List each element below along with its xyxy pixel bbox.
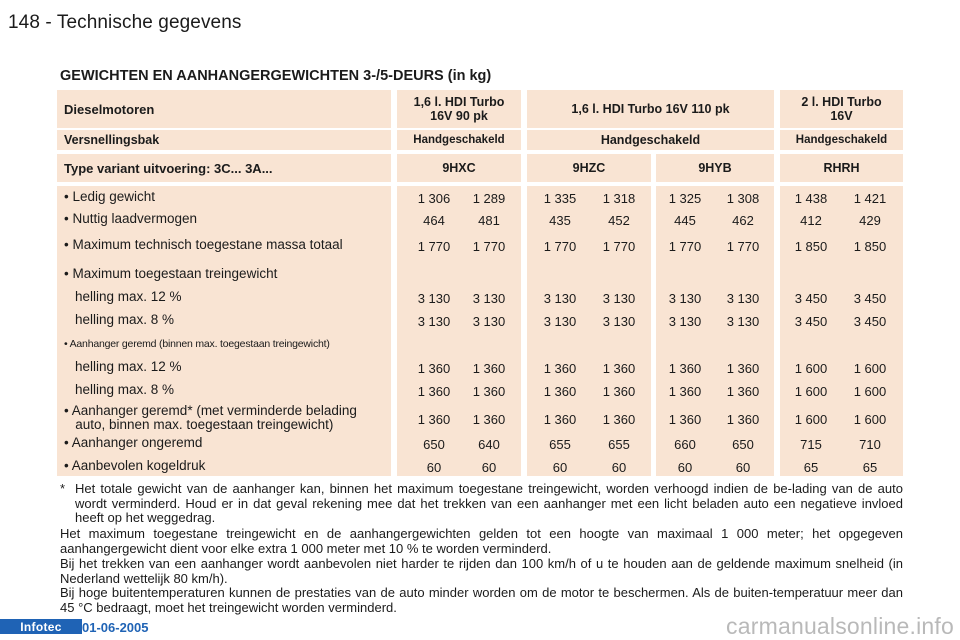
table-cell: 1 600 bbox=[853, 412, 887, 427]
variant-4: RHRH bbox=[823, 161, 860, 175]
table-cell: 1 360 bbox=[726, 361, 760, 376]
table-cell: 1 335 bbox=[543, 191, 577, 206]
table-cell: 60 bbox=[677, 460, 693, 475]
table-cell: 650 bbox=[732, 437, 754, 452]
page-header: 148 - Technische gegevens bbox=[8, 12, 242, 33]
table-cell: 1 289 bbox=[472, 191, 506, 206]
table-cell: 452 bbox=[608, 213, 630, 228]
row-label: • Maximum technisch toegestane massa totaal bbox=[64, 237, 343, 252]
table-cell: 1 770 bbox=[602, 239, 636, 254]
table-cell: 715 bbox=[800, 437, 822, 452]
table-cell: 3 130 bbox=[668, 291, 702, 306]
table-cell: 1 360 bbox=[726, 384, 760, 399]
gearbox-1: Handgeschakeld bbox=[413, 134, 505, 146]
table-cell: 60 bbox=[426, 460, 442, 475]
table-cell: 65 bbox=[862, 460, 878, 475]
row-label: • Aanbevolen kogeldruk bbox=[64, 458, 206, 473]
table-cell: 3 130 bbox=[668, 314, 702, 329]
table-cell: 481 bbox=[478, 213, 500, 228]
table-cell: 429 bbox=[859, 213, 881, 228]
table-cell: 3 130 bbox=[472, 291, 506, 306]
footnote-text: Het totale gewicht van de aanhanger kan, binnen het maximum toegestane treingewicht, worden verhoogd indien de be-lading van de auto wordt verminderd. Houd er in dat geval rekening mee dat het trekken van een aanhanger met een licht beladen auto een negatieve invloed heeft op het weggedrag. bbox=[75, 481, 903, 525]
table-cell: 1 600 bbox=[794, 412, 828, 427]
variant-1: 9HXC bbox=[442, 161, 476, 175]
table-cell: 1 360 bbox=[668, 384, 702, 399]
table-cell: 3 130 bbox=[543, 314, 577, 329]
table-cell: 65 bbox=[803, 460, 819, 475]
table-cell: 3 130 bbox=[543, 291, 577, 306]
table-cell: 435 bbox=[549, 213, 571, 228]
table-cell: 655 bbox=[608, 437, 630, 452]
table-cell: 710 bbox=[859, 437, 881, 452]
table-cell: 1 360 bbox=[602, 361, 636, 376]
table-cell: 1 360 bbox=[472, 384, 506, 399]
table-cell: 60 bbox=[552, 460, 568, 475]
watermark: carmanualsonline.info bbox=[726, 613, 954, 639]
table-cell: 1 360 bbox=[417, 384, 451, 399]
table-cell: 3 450 bbox=[794, 314, 828, 329]
row-label: • Ledig gewicht bbox=[64, 189, 156, 204]
table-cell: 660 bbox=[674, 437, 696, 452]
variant-header-label: Type variant uitvoering: 3C... 3A... bbox=[64, 160, 273, 176]
table-cell: 1 360 bbox=[472, 412, 506, 427]
row-label: • Aanhanger geremd (binnen max. toegestaan treingewicht) bbox=[64, 338, 330, 350]
footer-date: 01-06-2005 bbox=[82, 620, 149, 635]
gearbox-3: Handgeschakeld bbox=[795, 134, 888, 146]
table-cell: 1 770 bbox=[668, 239, 702, 254]
table-cell: 1 421 bbox=[853, 191, 887, 206]
table-cell: 60 bbox=[611, 460, 627, 475]
table-cell: 1 360 bbox=[472, 361, 506, 376]
table-cell: 1 770 bbox=[472, 239, 506, 254]
table-cell: 1 360 bbox=[543, 412, 577, 427]
table-cell: 650 bbox=[423, 437, 445, 452]
table-cell: 1 360 bbox=[602, 412, 636, 427]
table-cell: 60 bbox=[481, 460, 497, 475]
table-cell: 1 360 bbox=[602, 384, 636, 399]
table-cell: 1 770 bbox=[417, 239, 451, 254]
table-cell: 3 130 bbox=[417, 314, 451, 329]
section-title: GEWICHTEN EN AANHANGERGEWICHTEN 3-/5-DEURS (in kg) bbox=[60, 68, 492, 84]
footnote bbox=[60, 482, 903, 526]
gearbox-2: Handgeschakeld bbox=[600, 133, 701, 147]
engine-header-2: 1,6 l. HDI Turbo 16V 110 pk bbox=[571, 102, 730, 116]
table-cell: 1 438 bbox=[794, 191, 828, 206]
engine-header-3: 2 l. HDI Turbo 16V bbox=[801, 95, 882, 123]
table-cell: 3 130 bbox=[472, 314, 506, 329]
table-cell: 1 360 bbox=[543, 361, 577, 376]
table-cell: 1 770 bbox=[543, 239, 577, 254]
weights-table bbox=[57, 88, 903, 478]
table-cell: 3 130 bbox=[726, 291, 760, 306]
table-cell: 1 360 bbox=[417, 412, 451, 427]
table-cell: 1 306 bbox=[417, 191, 451, 206]
footnote-star: * bbox=[60, 481, 66, 496]
table-cell: 1 318 bbox=[602, 191, 636, 206]
paragraph-speed: Bij het trekken van een aanhanger wordt aanbevolen niet harder te rijden dan 100 km/h of u te houden aan de geldende maximum snelheid (in Nederland wettelijk 80 km/h). bbox=[60, 556, 903, 586]
table-cell: 462 bbox=[732, 213, 754, 228]
table-cell: 1 360 bbox=[668, 361, 702, 376]
table-cell: 412 bbox=[800, 213, 822, 228]
table-cell: 1 770 bbox=[726, 239, 760, 254]
table-cell: 3 450 bbox=[794, 291, 828, 306]
infotec-logo: Infotec bbox=[0, 619, 82, 634]
table-cell: 1 360 bbox=[668, 412, 702, 427]
table-cell: 3 450 bbox=[853, 291, 887, 306]
row-label: helling max. 12 % bbox=[75, 289, 182, 304]
table-cell: 464 bbox=[423, 213, 445, 228]
table-cell: 1 600 bbox=[853, 361, 887, 376]
row-label: helling max. 12 % bbox=[75, 359, 182, 374]
table-cell: 1 325 bbox=[668, 191, 702, 206]
table-cell: 1 360 bbox=[417, 361, 451, 376]
table-cell: 640 bbox=[478, 437, 500, 452]
row-label: helling max. 8 % bbox=[75, 382, 175, 397]
table-cell: 3 130 bbox=[602, 314, 636, 329]
table-cell: 445 bbox=[674, 213, 696, 228]
row-label: helling max. 8 % bbox=[75, 312, 175, 327]
gearbox-header-label: Versnellingsbak bbox=[64, 133, 160, 147]
table-cell: 1 360 bbox=[543, 384, 577, 399]
table-cell: 3 130 bbox=[602, 291, 636, 306]
table-cell: 1 360 bbox=[726, 412, 760, 427]
row-label: • Aanhanger ongeremd bbox=[64, 435, 203, 450]
table-cell: 1 850 bbox=[794, 239, 828, 254]
table-cell: 1 850 bbox=[853, 239, 887, 254]
table-cell: 60 bbox=[735, 460, 751, 475]
table-cell: 1 600 bbox=[794, 361, 828, 376]
variant-2: 9HZC bbox=[572, 161, 606, 175]
paragraph-altitude: Het maximum toegestane treingewicht en de aanhangergewichten gelden tot een hoogte van maximaal 1 000 meter; het opgegeven aanhangergewicht dient voor elke extra 1 000 meter met 10 % te worden verminderd. bbox=[60, 526, 903, 556]
table-cell: 3 130 bbox=[726, 314, 760, 329]
engine-header-1: 1,6 l. HDI Turbo 16V 90 pk bbox=[413, 95, 505, 123]
table-cell: 1 600 bbox=[794, 384, 828, 399]
table-cell: 3 450 bbox=[853, 314, 887, 329]
row-label: • Aanhanger geremd* (met verminderde belading auto, binnen max. toegestaan treingewicht) bbox=[64, 403, 357, 432]
row-label: • Nuttig laadvermogen bbox=[64, 211, 198, 226]
variant-3: 9HYB bbox=[698, 161, 732, 175]
paragraph-temperature: Bij hoge buitentemperaturen kunnen de prestaties van de auto minder worden om de motor te beschermen. Als de buiten-temperatuur meer dan 45 °C bedraagt, moet het treingewicht worden verminderd. bbox=[60, 585, 903, 615]
table-cell: 1 308 bbox=[726, 191, 760, 206]
table-cell: 3 130 bbox=[417, 291, 451, 306]
table-cell: 655 bbox=[549, 437, 571, 452]
row-label: • Maximum toegestaan treingewicht bbox=[64, 266, 278, 281]
engine-header-label: Dieselmotoren bbox=[64, 101, 155, 117]
table-cell: 1 600 bbox=[853, 384, 887, 399]
